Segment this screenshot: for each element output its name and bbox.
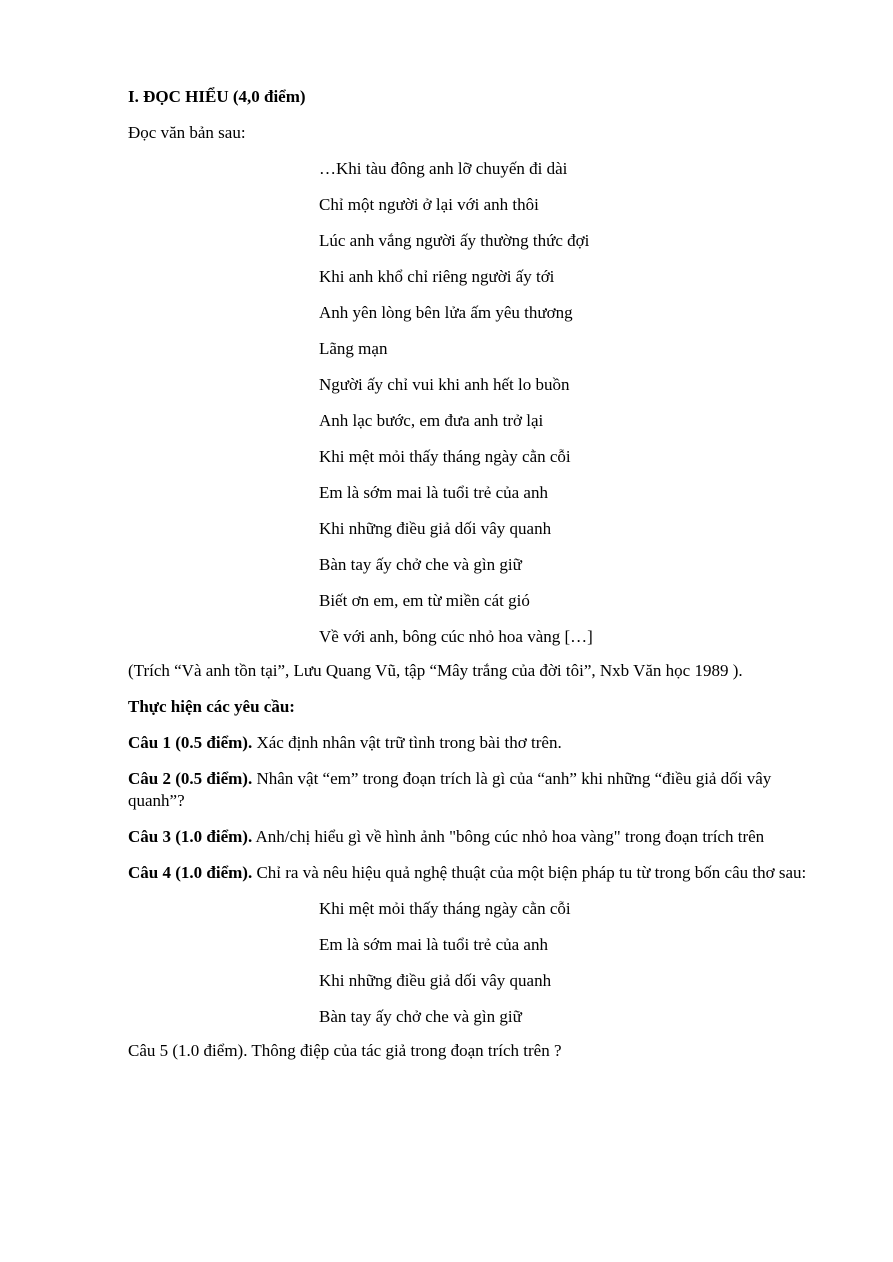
question-text: Anh/chị hiểu gì về hình ảnh "bông cúc nhỏ hoa vàng" trong đoạn trích trên: [252, 827, 765, 846]
poem-line: …Khi tàu đông anh lỡ chuyến đi dài: [319, 159, 568, 178]
question-text: Xác định nhân vật trữ tình trong bài thơ trên.: [252, 733, 562, 752]
question-label: Câu 4 (1.0 điểm).: [128, 863, 253, 882]
question-text: Nhân vật “em” trong đoạn trích là gì của “anh” khi những “điều giả dối vây quanh”?: [128, 769, 772, 810]
poem-line: Lãng mạn: [319, 339, 388, 358]
poem: [319, 158, 818, 662]
question-text: Chỉ ra và nêu hiệu quả nghệ thuật của một biện pháp tu từ trong bốn câu thơ sau:: [252, 863, 807, 882]
excerpt-line: Em là sớm mai là tuổi trẻ của anh: [319, 935, 548, 954]
poem-line: Khi mệt mỏi thấy tháng ngày cằn cỗi: [319, 447, 571, 466]
excerpt-line: Khi mệt mỏi thấy tháng ngày cằn cỗi: [319, 899, 571, 918]
excerpt-poem: [319, 898, 818, 1042]
question-4: [128, 862, 818, 884]
excerpt-line: Bàn tay ấy chở che và gìn giữ: [319, 1007, 522, 1026]
question-1: [128, 732, 818, 754]
poem-line: Anh yên lòng bên lửa ấm yêu thương: [319, 303, 573, 322]
document-page: [128, 86, 818, 1062]
excerpt-line: Khi những điều giả dối vây quanh: [319, 971, 552, 990]
poem-line: Anh lạc bước, em đưa anh trở lại: [319, 411, 544, 430]
poem-line: Bàn tay ấy chở che và gìn giữ: [319, 555, 522, 574]
poem-line: Lúc anh vắng người ấy thường thức đợi: [319, 231, 590, 250]
source-citation: (Trích “Và anh tồn tại”, Lưu Quang Vũ, tập “Mây trắng của đời tôi”, Nxb Văn học 1989 ).: [128, 661, 743, 680]
question-3: [128, 826, 818, 848]
poem-line: Khi anh khổ chỉ riêng người ấy tới: [319, 267, 555, 286]
question-label: Câu 1 (0.5 điểm).: [128, 733, 253, 752]
poem-line: Chỉ một người ở lại với anh thôi: [319, 195, 539, 214]
requirements-heading: Thực hiện các yêu cầu:: [128, 697, 295, 716]
section-title: I. ĐỌC HIỂU (4,0 điểm): [128, 87, 306, 106]
reading-instruction: Đọc văn bản sau:: [128, 123, 246, 142]
poem-line: Khi những điều giả dối vây quanh: [319, 519, 552, 538]
question-5: Câu 5 (1.0 điểm). Thông điệp của tác giả trong đoạn trích trên ?: [128, 1041, 562, 1060]
question-label: Câu 2 (0.5 điểm).: [128, 769, 253, 788]
poem-line: Về với anh, bông cúc nhỏ hoa vàng […]: [319, 627, 593, 646]
poem-line: Người ấy chỉ vui khi anh hết lo buồn: [319, 375, 570, 394]
poem-line: Biết ơn em, em từ miền cát gió: [319, 591, 530, 610]
poem-line: Em là sớm mai là tuổi trẻ của anh: [319, 483, 548, 502]
question-2: [128, 768, 818, 812]
question-label: Câu 3 (1.0 điểm).: [128, 827, 253, 846]
